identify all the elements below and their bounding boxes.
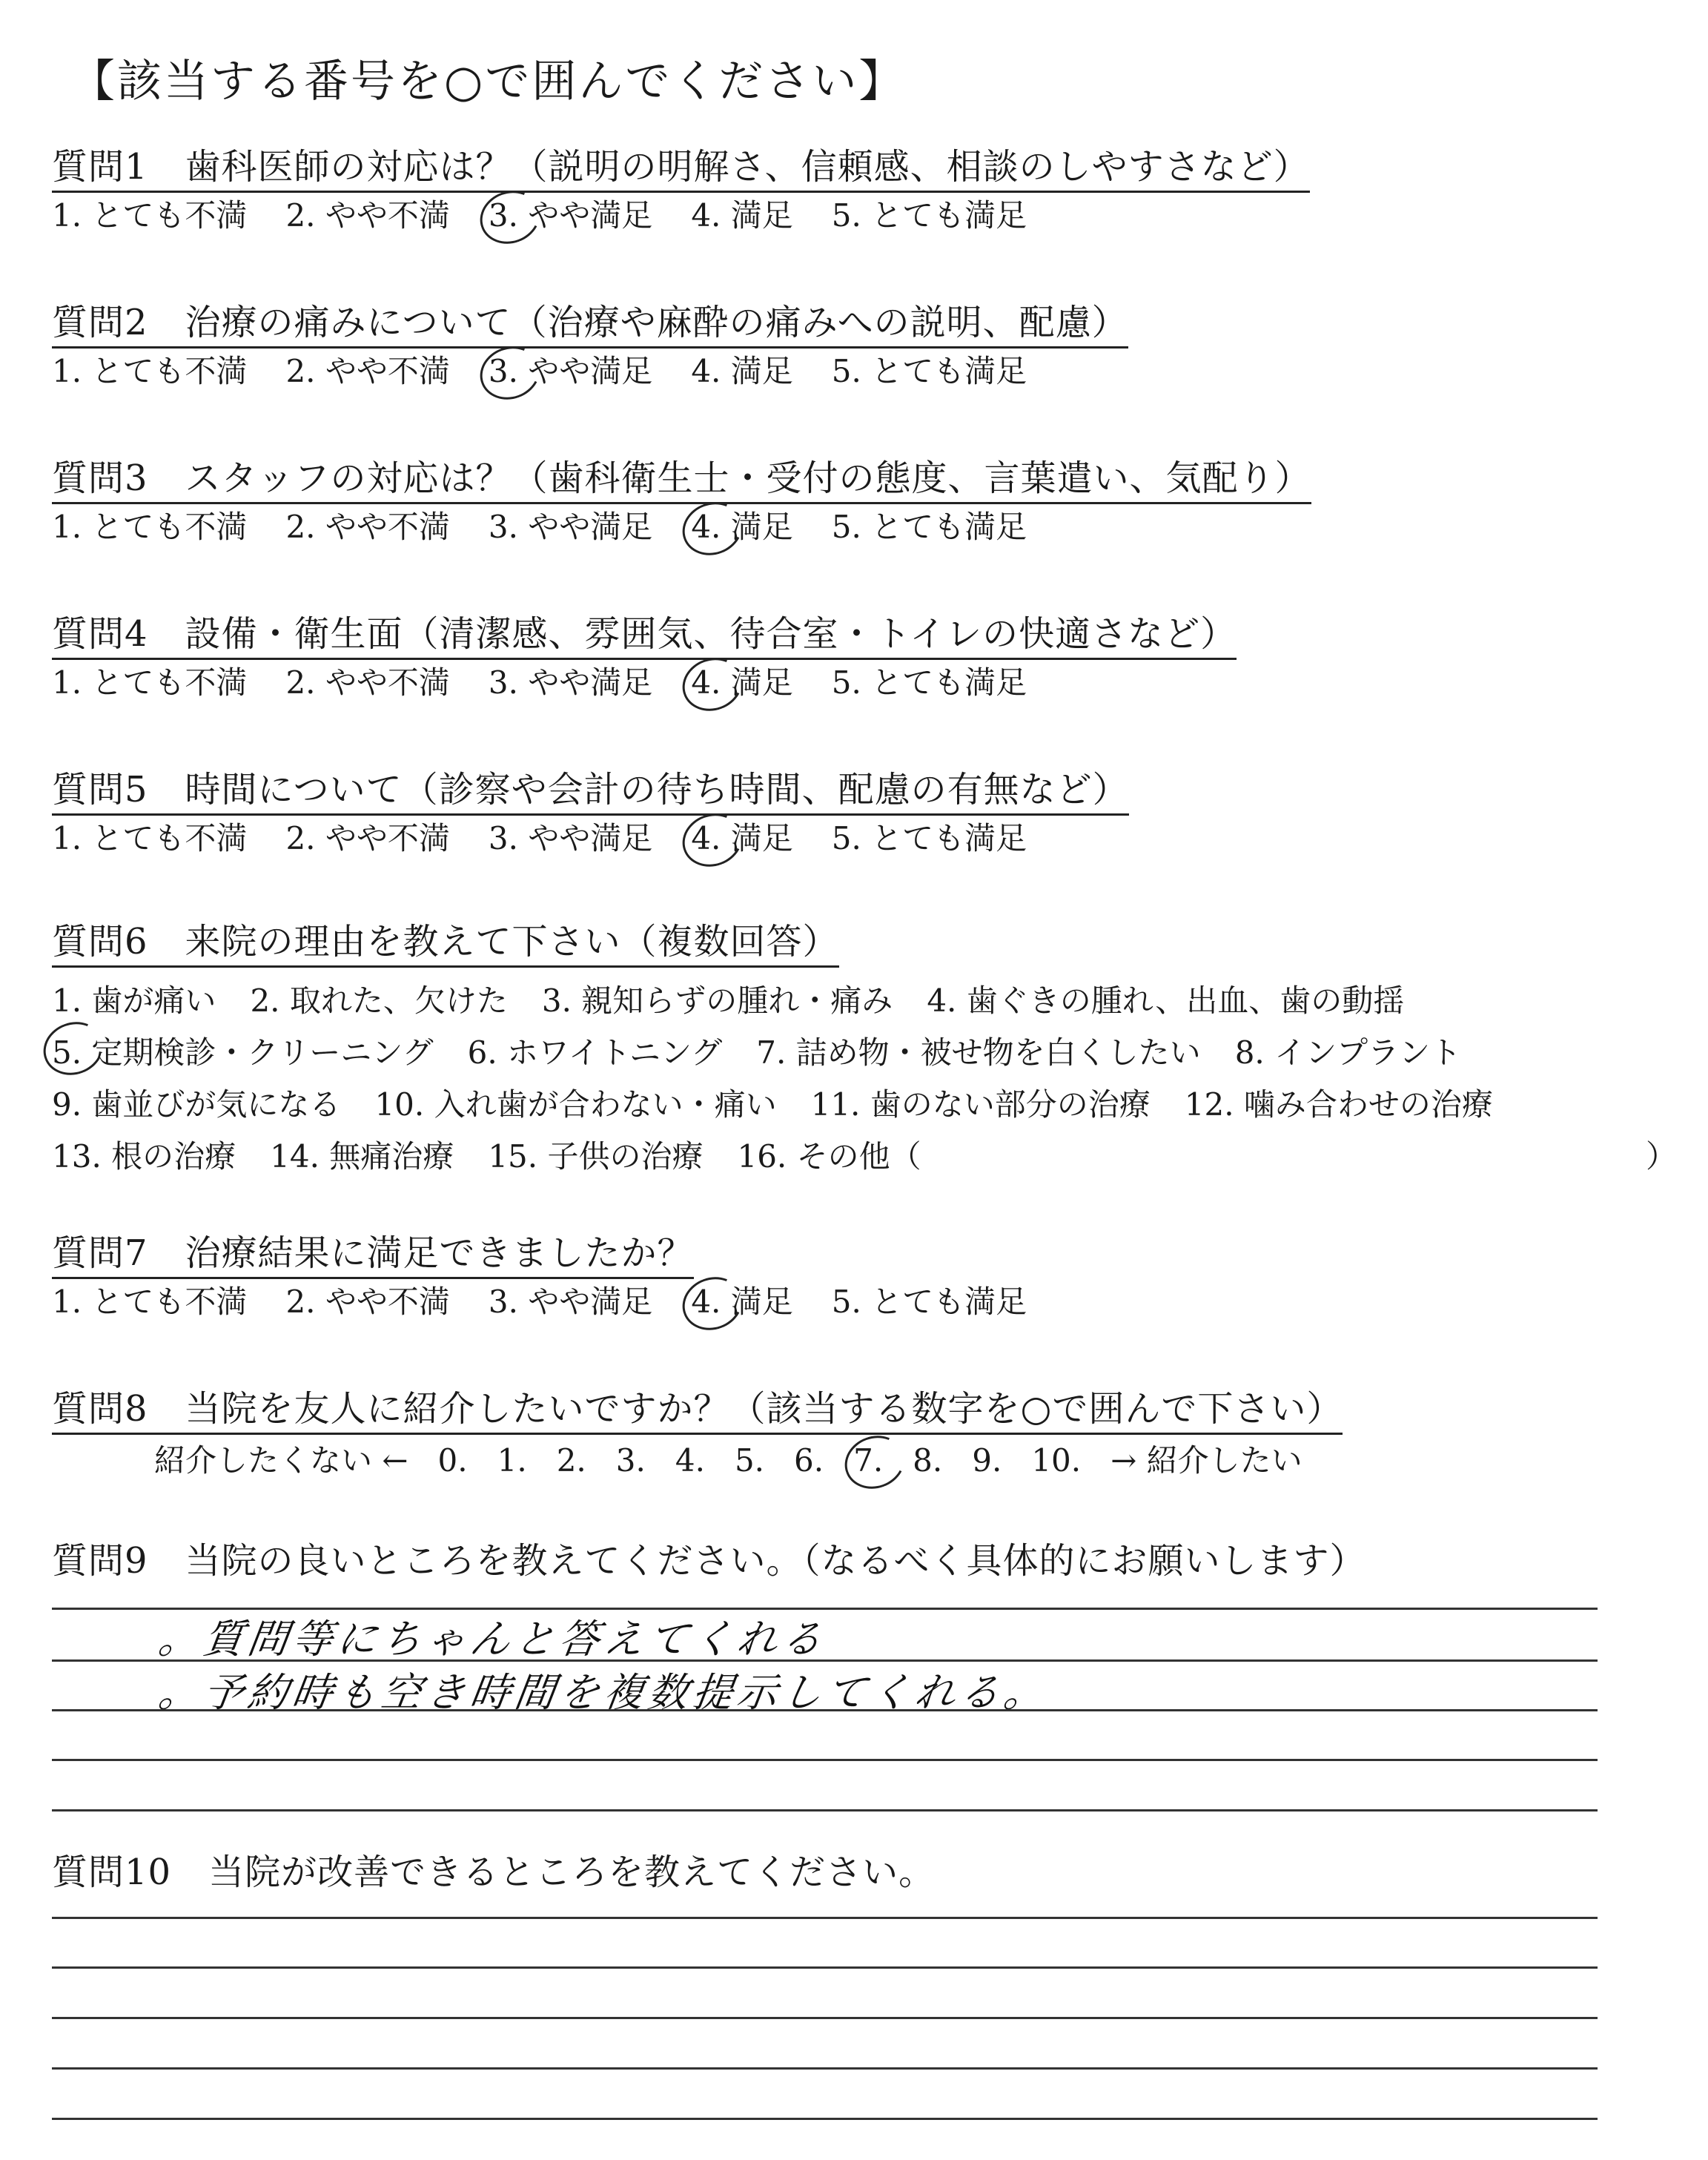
option-5[interactable]: 5. とても満足	[831, 820, 1027, 856]
rating-options	[52, 663, 1237, 703]
reason-option[interactable]: 2. 取れた、欠けた	[250, 982, 508, 1019]
answer-line	[52, 1759, 1598, 1761]
option-5[interactable]: 5. とても満足	[831, 353, 1027, 389]
question-text: 来院の理由を教えて下さい（複数回答）	[185, 921, 839, 962]
reason-row-3	[52, 1079, 1527, 1131]
reason-option[interactable]: 12. 噛み合わせの治療	[1184, 1086, 1493, 1123]
question-number: 質問1	[52, 146, 148, 188]
question-9-heading	[52, 1539, 1366, 1585]
question-2	[52, 300, 1128, 392]
reason-option[interactable]: 8. インプラント	[1234, 1034, 1462, 1071]
reason-row-1	[52, 975, 1527, 1027]
question-7-heading	[52, 1231, 694, 1279]
reason-option[interactable]: 6. ホワイトニング	[467, 1034, 723, 1071]
option-1[interactable]: 1. とても不満	[52, 509, 248, 545]
option-4-selected[interactable]: 4. 満足	[691, 507, 792, 547]
question-3	[52, 456, 1311, 547]
rating-options	[52, 196, 1310, 236]
rating-options	[52, 819, 1129, 859]
option-1[interactable]: 1. とても不満	[52, 664, 248, 701]
question-number: 質問6	[52, 921, 148, 962]
reason-option[interactable]: 10. 入れ歯が合わない・痛い	[374, 1086, 777, 1123]
question-5-heading	[52, 767, 1129, 816]
answer-line	[52, 2017, 1598, 2019]
reason-option[interactable]: 13. 根の治療	[52, 1138, 236, 1175]
question-text: 治療の痛みについて（治療や麻酔の痛みへの説明、配慮）	[185, 302, 1128, 343]
question-number: 質問10	[52, 1852, 172, 1893]
option-4-selected[interactable]: 4. 満足	[691, 819, 792, 859]
reason-option[interactable]: 7. 詰め物・被せ物を白くしたい	[756, 1034, 1201, 1071]
answer-line	[52, 1709, 1598, 1711]
reason-option[interactable]: 3. 親知らずの腫れ・痛み	[541, 982, 893, 1019]
option-4[interactable]: 4. 満足	[691, 353, 793, 389]
option-5[interactable]: 5. とても満足	[831, 509, 1027, 545]
question-6-heading	[52, 919, 839, 968]
option-5[interactable]: 5. とても満足	[831, 664, 1027, 701]
option-2[interactable]: 2. やや不満	[285, 820, 450, 856]
option-3[interactable]: 3. やや満足	[488, 820, 653, 856]
question-6	[52, 919, 1678, 1183]
reason-option[interactable]: 11. 歯のない部分の治療	[810, 1086, 1151, 1123]
question-5	[52, 767, 1129, 859]
rating-options	[52, 507, 1311, 547]
scale-left-label: 紹介したくない ←	[154, 1442, 408, 1479]
question-number: 質問7	[52, 1232, 148, 1274]
question-text: 当院の良いところを教えてください。（なるべく具体的にお願いします）	[185, 1540, 1366, 1582]
rating-options	[52, 351, 1128, 392]
reason-row-4	[52, 1131, 1678, 1183]
reason-options	[52, 975, 1678, 1183]
scale-0[interactable]: 0.	[437, 1442, 468, 1479]
option-3-selected[interactable]: 3. やや満足	[489, 196, 652, 236]
reason-option[interactable]: 1. 歯が痛い	[52, 982, 216, 1019]
option-4-selected[interactable]: 4. 満足	[691, 663, 792, 703]
option-2[interactable]: 2. やや不満	[285, 1284, 450, 1320]
question-number: 質問4	[52, 613, 148, 655]
scale-4[interactable]: 4.	[675, 1442, 705, 1479]
question-9	[52, 1539, 1366, 1585]
handwritten-answer-2[interactable]: 。予約時も空き時間を複数提示してくれる。	[156, 1669, 1052, 1716]
question-number: 質問8	[52, 1388, 148, 1430]
reason-option[interactable]: 14. 無痛治療	[270, 1138, 454, 1175]
question-text: 設備・衛生面（清潔感、雰囲気、待合室・トイレの快適さなど）	[185, 613, 1237, 655]
answer-line	[52, 1917, 1598, 1919]
option-2[interactable]: 2. やや不満	[285, 197, 450, 234]
page-title: 【該当する番号を○で囲んでください】	[70, 56, 906, 108]
answer-line	[52, 2118, 1598, 2120]
reason-option[interactable]: 9. 歯並びが気になる	[52, 1086, 341, 1123]
question-text: スタッフの対応は？（歯科衛生士・受付の態度、言葉遣い、気配り）	[185, 458, 1311, 499]
question-8	[52, 1387, 1343, 1481]
question-number: 質問3	[52, 458, 148, 499]
scale-10[interactable]: 10.	[1031, 1442, 1082, 1479]
question-number: 質問9	[52, 1540, 148, 1582]
option-1[interactable]: 1. とても不満	[52, 197, 248, 234]
question-number: 質問2	[52, 302, 148, 343]
question-text: 当院が改善できるところを教えてください。	[208, 1852, 936, 1893]
question-3-heading	[52, 456, 1311, 504]
question-4-heading	[52, 612, 1237, 660]
question-8-heading	[52, 1387, 1343, 1435]
question-number: 質問5	[52, 769, 148, 810]
option-5[interactable]: 5. とても満足	[831, 197, 1027, 234]
question-text: 時間について（診察や会計の待ち時間、配慮の有無など）	[185, 769, 1129, 810]
reason-option[interactable]: 4. 歯ぐきの腫れ、出血、歯の動揺	[927, 982, 1405, 1019]
question-10-heading	[52, 1850, 935, 1896]
question-7	[52, 1231, 1065, 1322]
option-3-selected[interactable]: 3. やや満足	[489, 351, 652, 392]
question-10	[52, 1850, 935, 1896]
handwritten-answer-1[interactable]: 。質問等にちゃんと答えてくれる	[156, 1616, 830, 1662]
question-text: 治療結果に満足できましたか？	[185, 1232, 694, 1274]
question-2-heading	[52, 300, 1128, 349]
option-3[interactable]: 3. やや満足	[488, 664, 653, 701]
scale-3[interactable]: 3.	[615, 1442, 646, 1479]
question-4	[52, 612, 1237, 703]
scale-1[interactable]: 1.	[497, 1442, 527, 1479]
scale-8[interactable]: 8.	[913, 1442, 943, 1479]
scale-right-label: → 紹介したい	[1110, 1442, 1302, 1479]
option-2[interactable]: 2. やや不満	[285, 509, 450, 545]
option-2[interactable]: 2. やや不満	[285, 353, 450, 389]
option-3[interactable]: 3. やや満足	[488, 1284, 653, 1320]
option-4[interactable]: 4. 満足	[691, 197, 793, 234]
scale-2[interactable]: 2.	[556, 1442, 586, 1479]
rating-options	[52, 1282, 1065, 1322]
answer-line	[52, 1809, 1598, 1811]
other-paren-close: ）	[1646, 1138, 1678, 1175]
option-1[interactable]: 1. とても不満	[52, 353, 248, 389]
option-1[interactable]: 1. とても不満	[52, 1284, 248, 1320]
answer-line	[52, 1966, 1598, 1969]
option-1[interactable]: 1. とても不満	[52, 820, 248, 856]
reason-row-2	[52, 1027, 1527, 1079]
reason-option-selected[interactable]: 5. 定期検診・クリーニング	[52, 1027, 434, 1079]
answer-line	[52, 2067, 1598, 2070]
question-1	[52, 145, 1310, 236]
option-5[interactable]: 5. とても満足	[831, 1284, 1027, 1320]
scale-9[interactable]: 9.	[972, 1442, 1002, 1479]
scale-7-selected[interactable]: 7.	[853, 1441, 883, 1481]
question-text: 当院を友人に紹介したいですか？（該当する数字を○で囲んで下さい）	[185, 1388, 1343, 1430]
scale-6[interactable]: 6.	[794, 1442, 824, 1479]
option-2[interactable]: 2. やや不満	[285, 664, 450, 701]
question-text: 歯科医師の対応は？（説明の明解さ、信頼感、相談のしやすさなど）	[185, 146, 1310, 188]
reason-option[interactable]: 15. 子供の治療	[488, 1138, 704, 1175]
question-1-heading	[52, 145, 1310, 193]
scale-5[interactable]: 5.	[734, 1442, 765, 1479]
recommend-scale	[154, 1441, 1343, 1481]
option-3[interactable]: 3. やや満足	[488, 509, 653, 545]
option-4-selected[interactable]: 4. 満足	[691, 1282, 792, 1322]
reason-option-other[interactable]: 16. その他（	[737, 1138, 921, 1175]
